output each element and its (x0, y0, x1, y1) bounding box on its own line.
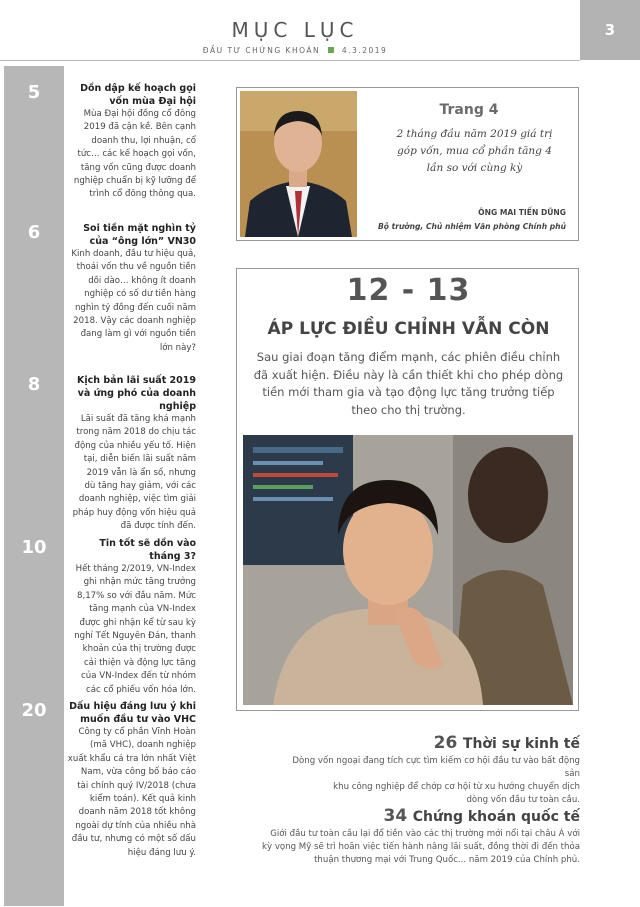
page-number-tab: 3 (580, 0, 640, 60)
publication-line (0, 46, 590, 55)
toc-title: Dấu hiệu đáng lưu ý khi muốn đầu tư vào VHC (69, 701, 196, 725)
toc-title: Soi tiền mặt nghìn tỷ của “ông lớn” VN30 (83, 223, 196, 247)
section-page: 26 (433, 733, 458, 753)
toc-title: Dồn dập kế hoạch gọi vốn mùa Đại hội (80, 83, 196, 107)
section-item[interactable] (250, 806, 580, 867)
feature-pages: 12 - 13 (346, 273, 471, 308)
toc-page-number: 8 (27, 374, 41, 395)
section-summary: Giới đầu tư toàn cầu lại đổ tiền vào các thị trường mới nổi tại châu Á với kỳ vọng Mỹ sẽ trì hoãn việc tiến hành nâng lãi suất, đồng thời đi đến thỏa thuận thương mại với Trung Quốc... năm 2019 của Chính phủ. (262, 829, 580, 865)
left-sidebar-band (4, 66, 64, 906)
toc-title: Kịch bản lãi suất 2019 và ứng phó của doanh nghiệp (77, 375, 196, 412)
quote-author-name: ÔNG MAI TIẾN DŨNG (478, 208, 566, 217)
page-title: MỤC LỤC (231, 18, 359, 42)
official-portrait (240, 91, 357, 237)
toc-summary: Công ty cổ phần Vĩnh Hoàn (mã VHC), doanh nghiệp xuất khẩu cá tra lớn nhất Việt Nam, vừa công bố báo cáo tài chính quý IV/2018 (chưa kiểm toán). Kết quả kinh doanh năm 2018 tốt không ngoài dự tính của nhiều nhà đầu tư, nhưng có một số dấu hiệu đáng lưu ý. (67, 727, 196, 858)
section-name: Thời sự kinh tế (462, 736, 580, 752)
feature-description: Sau giai đoạn tăng điểm mạnh, các phiên điều chỉnh đã xuất hiện. Điều này là cần thiết khi cho phép dòng tiền mới tham gia và tạo động lực tăng trưởng tiếp theo cho thị trường. (253, 350, 564, 417)
toc-page-number: 5 (27, 82, 41, 103)
feature-quote: 2 tháng đầu năm 2019 giá trị góp vốn, mua cổ phần tăng 4 lần so với cùng kỳ (396, 128, 553, 174)
section-heading (280, 733, 580, 753)
toc-summary: Lãi suất đã tăng khá mạnh trong năm 2018 do chịu tác động của nhiều yếu tố. Hiện tại, diễn biến lãi suất năm 2019 vẫn là ẩn số, nhưng dù tăng hay giảm, với các doanh nghiệp, việc tìm giải pháp huy động vốn hiệu quả đã được tính đến. (72, 414, 196, 532)
section-summary: Dòng vốn ngoại đang tích cực tìm kiếm cơ hội đầu tư vào bất động sản khu công nghiệp để chớp cơ hội từ xu hướng chuyển dịch dòng vốn đầu tư toàn cầu. (292, 756, 580, 805)
toc-page-number: 20 (21, 700, 47, 721)
section-heading (250, 806, 580, 826)
toc-summary: Kinh doanh, đầu tư hiệu quả, thoái vốn thu về nguồn tiền dồi dào… không ít doanh nghiệp có số dư tiền hàng nghìn tỷ đồng đến cuối năm 2018. Vậy các doanh nghiệp đang làm gì với nguồn tiền lớn này? (71, 249, 196, 353)
section-page: 34 (383, 806, 408, 826)
green-square-icon (328, 47, 334, 53)
quote-author-role: Bộ trưởng, Chủ nhiệm Văn phòng Chính phủ (377, 222, 566, 231)
page-reference: Trang 4 (439, 102, 499, 118)
toc-summary: Mùa Đại hội đồng cổ đông 2019 đã cận kề. Bên cạnh doanh thu, lợi nhuận, cổ tức… các kế hoạch gọi vốn, tăng vốn cũng được doanh nghiệp chuẩn bị kỹ lưỡng để trình cổ đông thông qua. (73, 109, 196, 200)
main-feature-box[interactable] (236, 268, 579, 711)
top-feature-box[interactable] (236, 87, 579, 241)
toc-title: Tin tốt sẽ dồn vào tháng 3? (99, 538, 196, 562)
issue-date: 4.3.2019 (341, 46, 388, 55)
publication-name: ĐẦU TƯ CHỨNG KHOÁN (202, 46, 321, 55)
trader-photo (243, 435, 573, 705)
toc-summary: Hết tháng 2/2019, VN-Index ghi nhận mức tăng trưởng 8,17% so với đầu năm. Mức tăng mạnh của VN-Index được ghi nhận kể từ sau kỳ nghỉ Tết Nguyên Đán, thanh khoản của thị trường được cải thiện và động lực tăng của VN-Index đến từ nhóm các cổ phiếu vốn hóa lớn. (74, 564, 196, 695)
toc-page-number: 6 (27, 222, 41, 243)
toc-page-number: 10 (21, 537, 47, 558)
section-name: Chứng khoán quốc tế (412, 809, 580, 825)
feature-headline: ÁP LỰC ĐIỀU CHỈNH VẪN CÒN (267, 319, 550, 339)
section-item[interactable] (280, 733, 580, 807)
header-divider (0, 60, 580, 61)
